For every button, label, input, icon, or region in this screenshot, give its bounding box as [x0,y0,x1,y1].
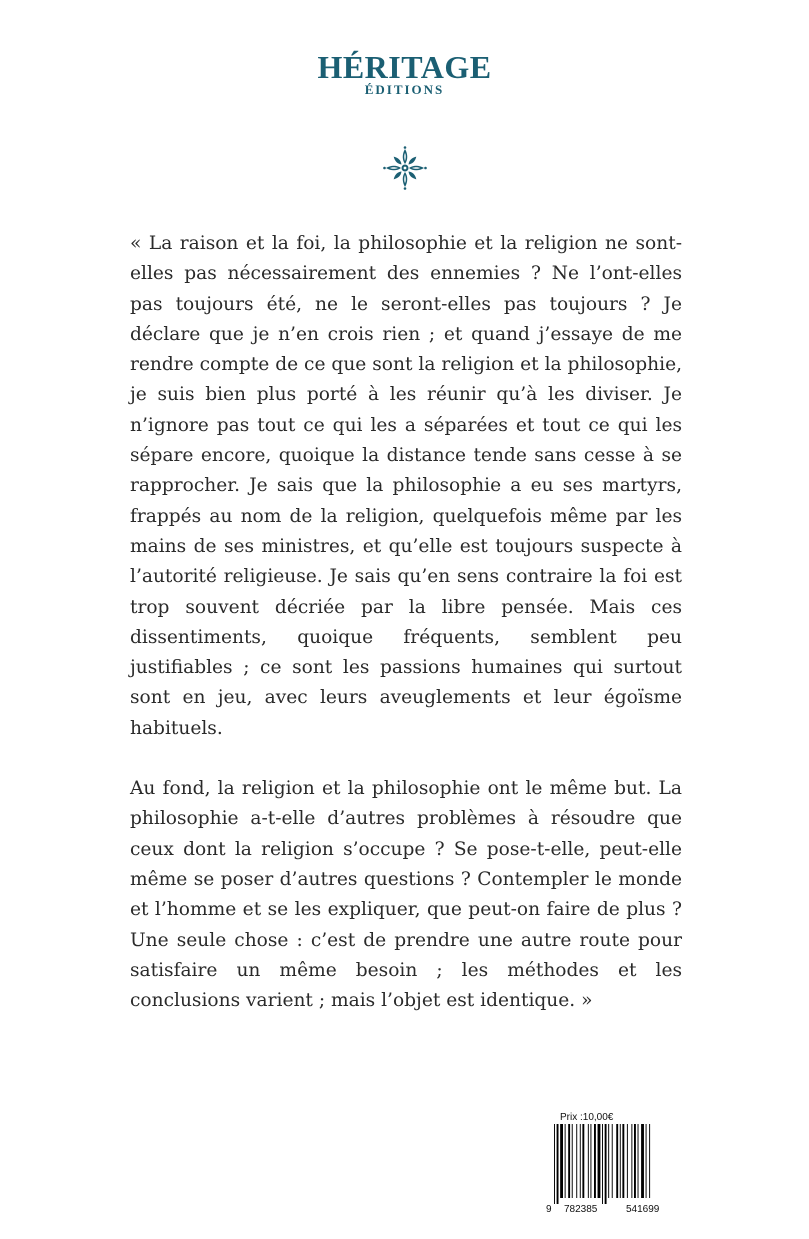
barcode-bar [568,1124,570,1198]
barcode-icon [544,1124,684,1204]
barcode-bar [602,1124,603,1204]
barcode-bar [620,1124,621,1198]
barcode-bar [616,1124,618,1198]
barcode-bar [594,1124,596,1198]
back-cover-quote [130,229,682,1016]
barcode-block [544,1112,684,1218]
ean-right-group: 541699 [626,1204,660,1215]
barcode-bar [638,1124,639,1198]
publisher-subtitle: ÉDITIONS [364,82,445,97]
publisher-logo [0,50,809,96]
barcode-bar [565,1124,566,1198]
barcode-bar [649,1124,650,1198]
barcode-bar [627,1124,628,1198]
barcode-bar [557,1124,559,1204]
quote-paragraph-2: Au fond, la religion et la philosophie ont le même but. La philosophie a-t-elle d’autres problèmes à résoudre que ceux dont la religion s’occupe ? Se pose-t-elle, peut-elle même se poser d’autres questions ? Contempler le monde et l’homme et se les expliquer, que peut-on faire de plus ? Une seule chose : c’est de prendre une autre route pour satisfaire un même besoin ; les méthodes et les conclusions varient ; mais l’objet est identique. » [130,778,682,1012]
barcode-bar [560,1124,563,1198]
barcode-bar [598,1124,601,1198]
barcode-bar [605,1124,607,1204]
ean-first-digit: 9 [546,1204,552,1215]
barcode-bar [608,1124,609,1198]
barcode-bar [588,1124,589,1198]
ean-left-group: 782385 [564,1204,598,1215]
price-label: Prix :10,00€ [560,1112,614,1123]
barcode-bar [631,1124,632,1198]
barcode-bar [576,1124,577,1198]
barcode-bar [646,1124,647,1198]
barcode-bar [634,1124,636,1198]
barcode-bar [590,1124,591,1198]
barcode-bar [612,1124,613,1198]
publisher-name: HÉRITAGE [317,49,492,85]
barcode-bar [554,1124,555,1204]
barcode-bar [582,1124,584,1198]
barcode-bar [641,1124,644,1198]
barcode-bar [622,1124,624,1198]
floral-ornament-icon [383,146,427,190]
barcode-bar [580,1124,581,1198]
barcode-bar [572,1124,573,1198]
quote-paragraph-1: « La raison et la foi, la philosophie et la religion ne sont-elles pas nécessairement des ennemies ? Ne l’ont-elles pas toujours été, ne le seront-elles pas toujours ? Je déclare que je n’en crois rien ; et quand j’essaye de me rendre compte de ce que sont la religion et la philosophie, je suis bien plus porté à les réunir qu’à les diviser. Je n’ignore pas tout ce qui les a séparées et tout ce qui les sépare encore, quoique la distance tende sans cesse à se rapprocher. Je sais que la philosophie a eu ses martyrs, frappés au nom de la religion, quelquefois même par les mains de ses ministres, et qu’elle est toujours suspecte à l’autorité religieuse. Je sais qu’en sens contraire la foi est trop souvent décriée par la libre pensée. Mais ces dissentiments, quoique fréquents, semblent peu justifiables ; ce sont les passions humaines qui surtout sont en jeu, avec leurs aveuglements et leur égoïsme habituels. [130,233,682,739]
